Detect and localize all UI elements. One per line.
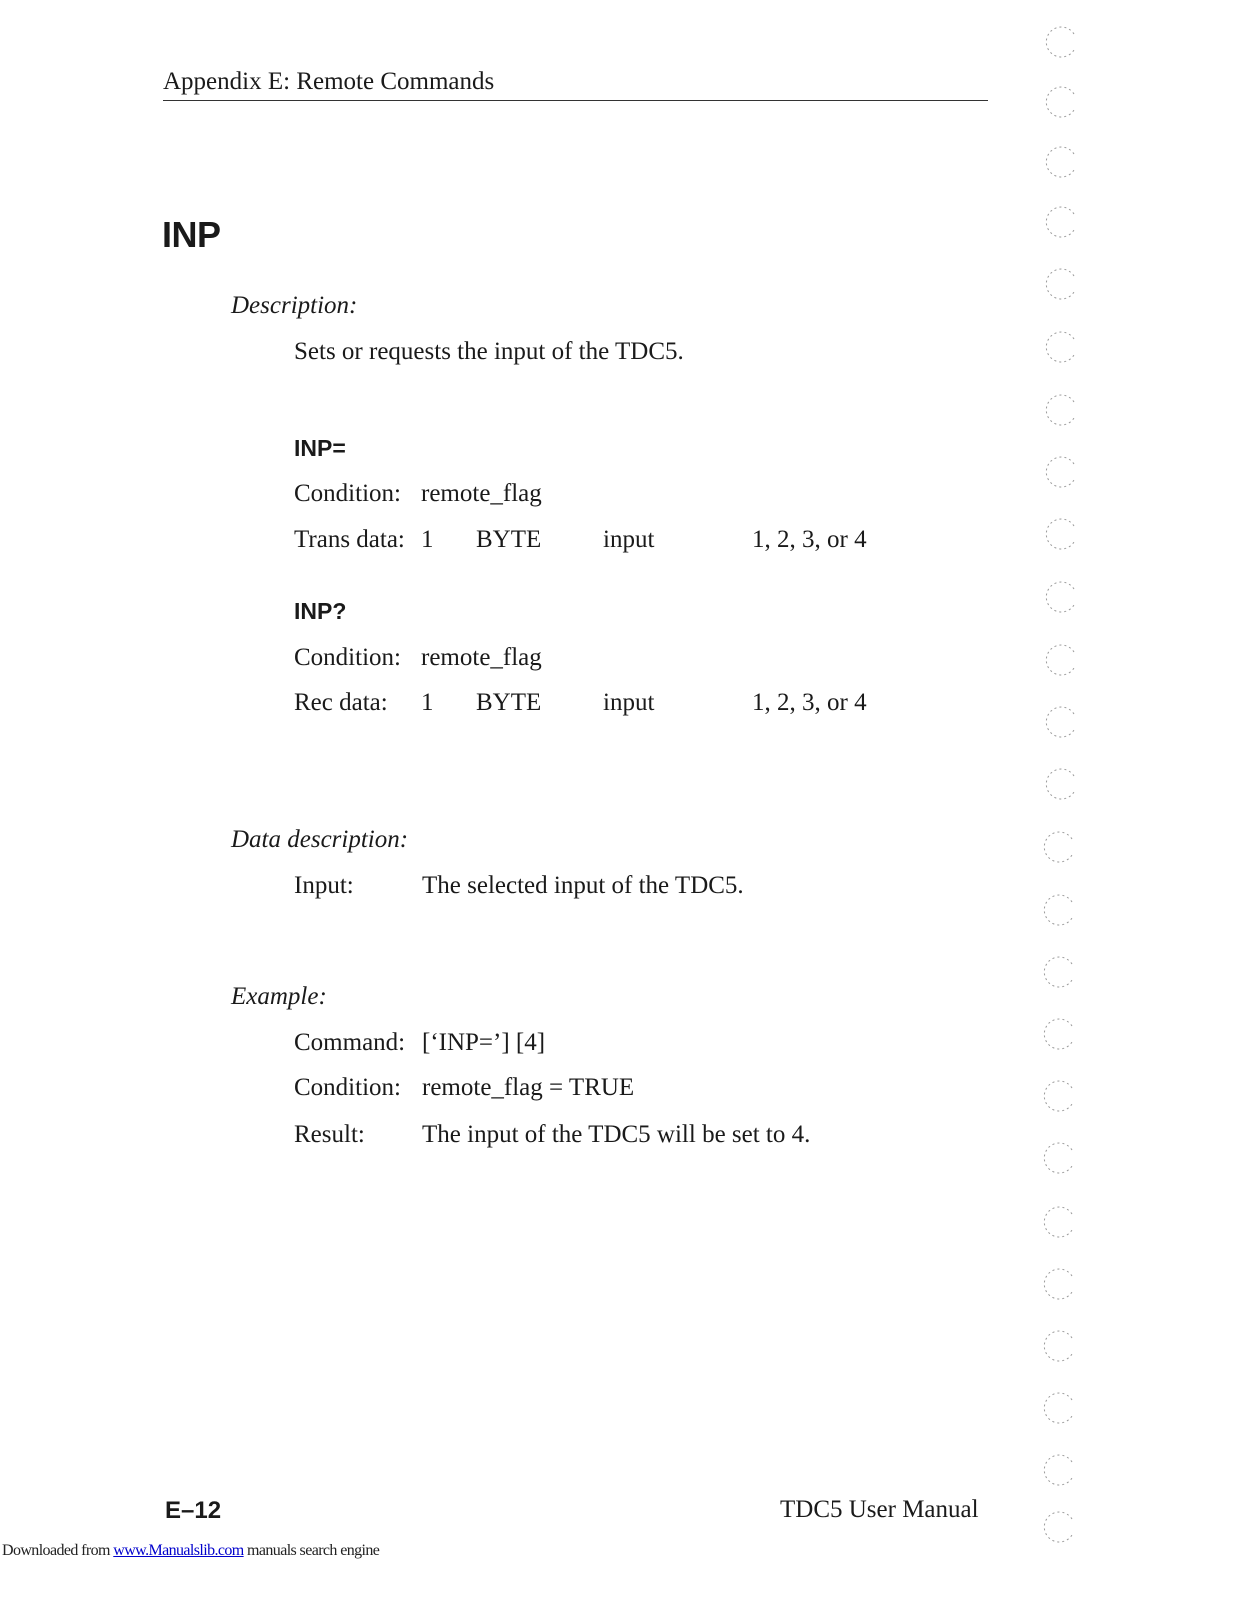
binder-hole: [1046, 769, 1074, 799]
binder-hole: [1044, 1512, 1072, 1542]
example-result-value: The input of the TDC5 will be set to 4.: [422, 1121, 811, 1148]
binder-hole: [1044, 1269, 1072, 1299]
binder-hole: [1046, 519, 1074, 549]
example-condition-label: Condition:: [294, 1074, 401, 1101]
query-data-count: 1: [421, 689, 434, 716]
binder-hole: [1044, 1455, 1072, 1485]
query-data-name: input: [603, 689, 655, 716]
set-command-label: INP=: [294, 435, 346, 461]
binder-hole: [1044, 1331, 1072, 1361]
binder-hole: [1046, 645, 1074, 675]
set-data-type: BYTE: [476, 526, 542, 553]
set-condition-value: remote_flag: [421, 480, 542, 507]
command-title: INP: [162, 214, 221, 255]
binder-hole: [1046, 207, 1074, 237]
binder-hole: [1044, 832, 1072, 862]
running-header: Appendix E: Remote Commands: [163, 68, 495, 95]
query-data-type: BYTE: [476, 689, 542, 716]
example-result-label: Result:: [294, 1121, 365, 1148]
header-rule: [163, 100, 988, 101]
binder-hole: [1044, 1143, 1072, 1173]
binder-hole: [1044, 1393, 1072, 1423]
set-data-range: 1, 2, 3, or 4: [752, 526, 867, 553]
binder-hole: [1046, 27, 1074, 57]
binder-hole: [1046, 332, 1074, 362]
binder-hole: [1046, 147, 1074, 177]
binder-hole: [1044, 895, 1072, 925]
set-data-name: input: [603, 526, 655, 553]
query-data-label: Rec data:: [294, 689, 388, 716]
binder-hole: [1046, 269, 1074, 299]
page-number: E–12: [165, 1497, 222, 1524]
data-description-label: Input:: [294, 872, 354, 899]
binder-hole: [1044, 1019, 1072, 1049]
set-data-label: Trans data:: [294, 526, 405, 553]
set-data-count: 1: [421, 526, 434, 553]
example-condition-value: remote_flag = TRUE: [422, 1074, 635, 1101]
binder-hole: [1046, 395, 1074, 425]
description-heading: Description:: [231, 292, 358, 319]
set-condition-label: Condition:: [294, 480, 401, 507]
manual-title: TDC5 User Manual: [780, 1496, 979, 1523]
download-notice: [2, 1542, 379, 1560]
binder-hole: [1046, 87, 1074, 117]
query-condition-label: Condition:: [294, 644, 401, 671]
binder-hole: [1046, 457, 1074, 487]
query-data-range: 1, 2, 3, or 4: [752, 689, 867, 716]
query-condition-value: remote_flag: [421, 644, 542, 671]
description-text: Sets or requests the input of the TDC5.: [294, 338, 684, 365]
data-description-text: The selected input of the TDC5.: [422, 872, 744, 899]
example-command-label: Command:: [294, 1029, 406, 1056]
query-command-label: INP?: [294, 598, 347, 624]
binder-hole: [1046, 707, 1074, 737]
download-prefix: Downloaded from: [2, 1542, 114, 1559]
binder-holes: [1030, 20, 1090, 1550]
binder-hole: [1044, 957, 1072, 987]
example-command-value: [‘INP=’] [4]: [422, 1029, 546, 1056]
binder-hole: [1044, 1207, 1072, 1237]
manualslib-link[interactable]: www.Manualslib.com: [113, 1542, 244, 1559]
download-suffix: manuals search engine: [243, 1542, 380, 1559]
binder-hole: [1046, 582, 1074, 612]
data-description-heading: Data description:: [231, 826, 409, 853]
example-heading: Example:: [231, 983, 327, 1010]
binder-hole: [1044, 1081, 1072, 1111]
